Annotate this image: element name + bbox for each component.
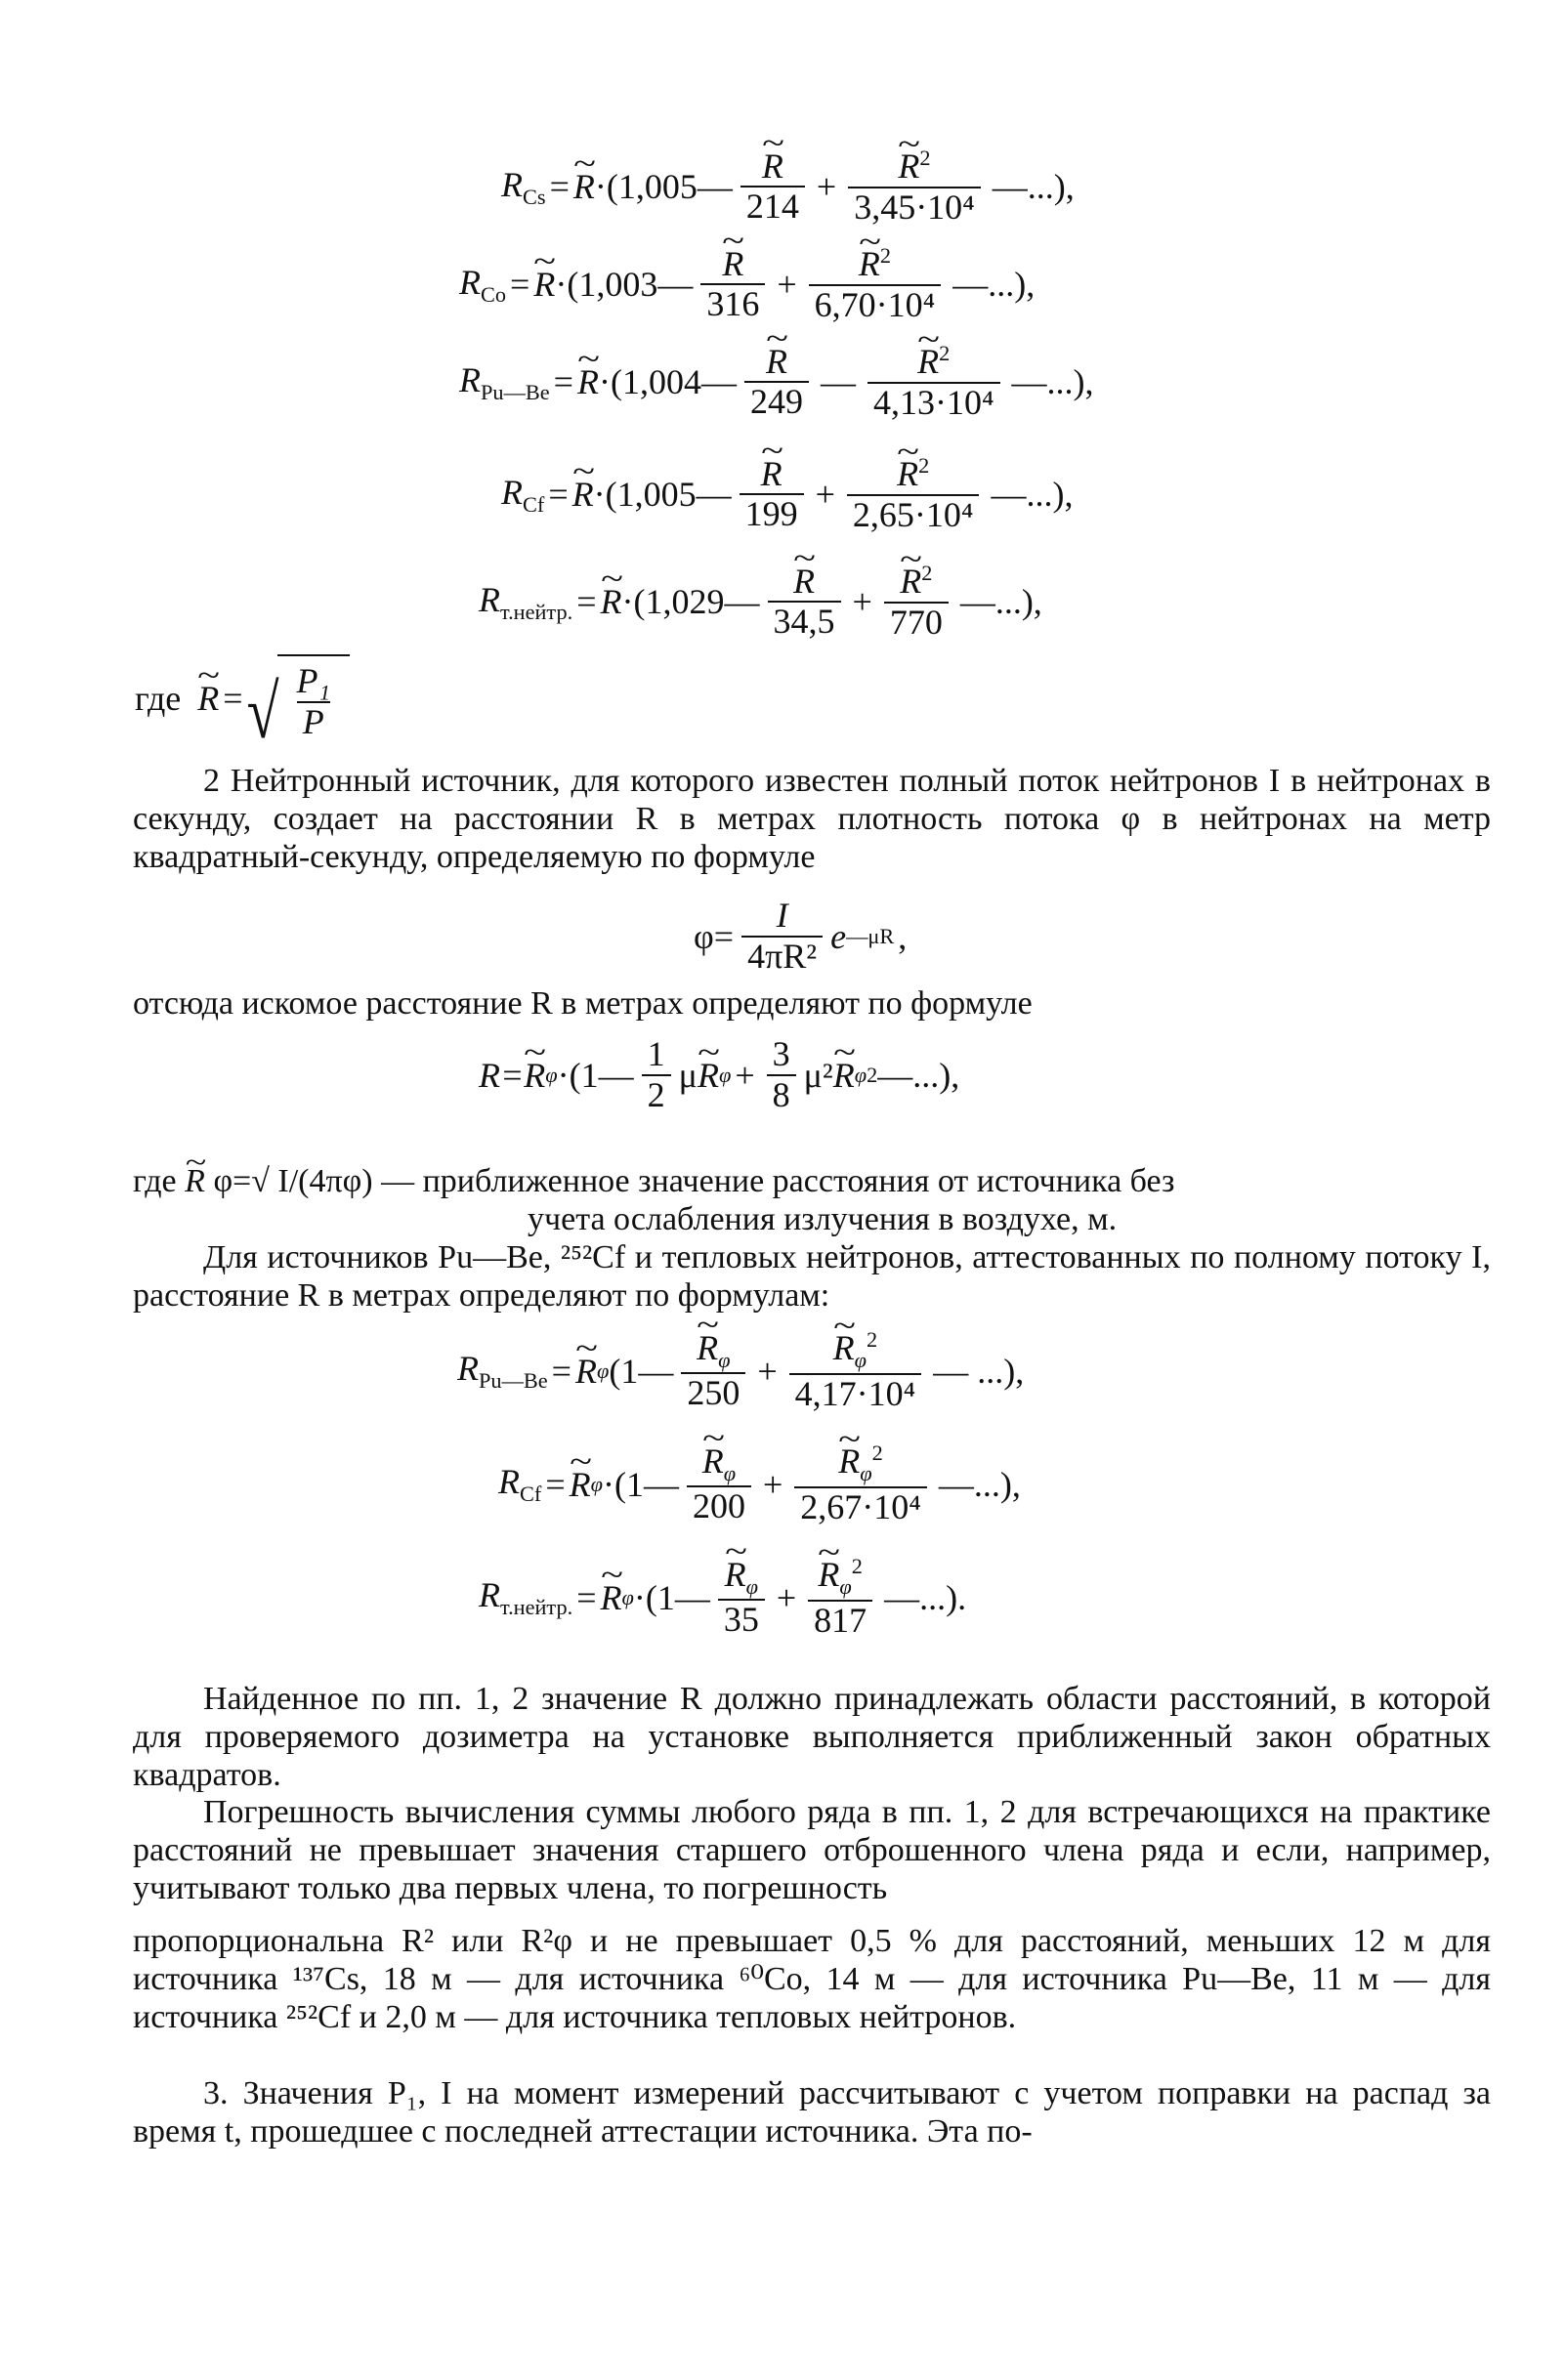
where-phi-line: где ~ R φ=√ I/(4πφ) — приближенное значение расстояния от источника без xyxy=(133,1162,1501,1200)
formula-line: $R_{Pu—Be}$ = ~ R φ (1— ~ $\frac{R_\varphi}{250}$ + ~ $\frac{R_\varphi^2}{\text{4,17·10⁴}}$ — ...), xyxy=(457,1328,1028,1413)
where-num: P₁ xyxy=(296,661,331,700)
where-den: P xyxy=(297,701,330,742)
sqrt-sign: √ $\frac{\text{P₁}}{P}$ xyxy=(247,654,350,741)
paragraph-error-2: пропорциональна R² или R²φ и не превышает 0,5 % для расстояний, меньших 12 м для источника ¹³⁷Cs, 18 м — для источника ⁶⁰Co, 14 м — для источника Pu—Be, 11 м — для источника ²⁵²Cf и 2,0 м — для источника тепловых нейтронов. xyxy=(133,1923,1491,2035)
formula-line: $R_{т.нейтр.}$ = ~ R φ ·(1— ~ $\frac{R_\varphi}{35}$ + ~ $\frac{R_\varphi^2}{817}$ —...). xyxy=(479,1555,970,1640)
phi-formula: φ= $\frac{I}{\text{4πR²}}$ e —μR , xyxy=(694,896,908,976)
formula-line: $R_{Pu—Be}$ = ~ R ·( 1,004— ~ $\frac{R}{249}$ — ~ $\frac{R^2}{\text{4,13·10⁴}}$ —...), xyxy=(459,342,1098,422)
paragraph-3: 3. Значения P₁, I на момент измерений рассчитывают с учетом поправки на распад за время t, прошедшее с последней аттестации источника. Эта по- xyxy=(133,2075,1491,2150)
paragraph-from: отсюда искомое расстояние R в метрах определяют по формуле xyxy=(133,985,1033,1022)
paragraph-sources: Для источников Pu—Be, ²⁵²Cf и тепловых нейтронов, аттестованных по полному потоку I, расстояние R в метрах определяют по формулам: xyxy=(133,1239,1491,1314)
r-formula: R= ~ R φ ·(1— $\frac{1}{2}$ μ ~ R φ + $\frac{3}{8}$ μ² ~ R φ 2 —...), xyxy=(479,1035,959,1114)
formula-line: $R_{Co}$ = ~ R ·( 1,003— ~ $\frac{R}{316}$ + ~ $\frac{R^2}{\text{6,70·10⁴}}$ —...), xyxy=(459,244,1038,324)
paragraph-error-1: Погрешность вычисления суммы любого ряда в пп. 1, 2 для встречающихся на практике расстояний не превышает значения старшего отброшенного члена ряда и если, например, учитывают только два первых члена, то погрешность xyxy=(133,1794,1491,1906)
where-prefix: где xyxy=(135,678,182,718)
formula-line: $R_{Cs}$ = ~ R ·( 1,005— ~ $\frac{R}{214}$ + ~ $\frac{R^2}{\text{3,45·10⁴}}$ —...), xyxy=(501,146,1079,227)
where-r-definition: где ~ R = √ $\frac{\text{P₁}}{P}$ xyxy=(135,654,350,741)
formula-line: $R_{Cf}$ = ~ R φ ·(1— ~ $\frac{R_\varphi}{200}$ + ~ $\frac{R_\varphi^2}{\text{2,67·10⁴}}$ —...), xyxy=(498,1441,1025,1526)
paragraph-found: Найденное по пп. 1, 2 значение R должно принадлежать области расстояний, в которой для проверяемого дозиметра на установке выполняется приближенный закон обратных квадратов. xyxy=(133,1681,1491,1793)
formula-line: $R_{Cf}$ = ~ R ·( 1,005— ~ $\frac{R}{199}$ + ~ $\frac{R^2}{\text{2,65·10⁴}}$ —...), xyxy=(501,454,1077,534)
where-phi-line-2: учета ослабления излучения в воздухе, м. xyxy=(528,1201,1118,1237)
formula-line: $R_{т.нейтр.}$ = ~ R ·( 1,029— ~ $\frac{R}{34,5}$ + ~ $\frac{R^2}{770}$ —...), xyxy=(479,562,1046,642)
paragraph-2: 2 Нейтронный источник, для которого известен полный поток нейтронов I в нейтронах в секунду, создает на расстоянии R в метрах плотность потока φ в нейтронах на метр квадратный-секунду, определяемую по формуле xyxy=(133,763,1491,875)
